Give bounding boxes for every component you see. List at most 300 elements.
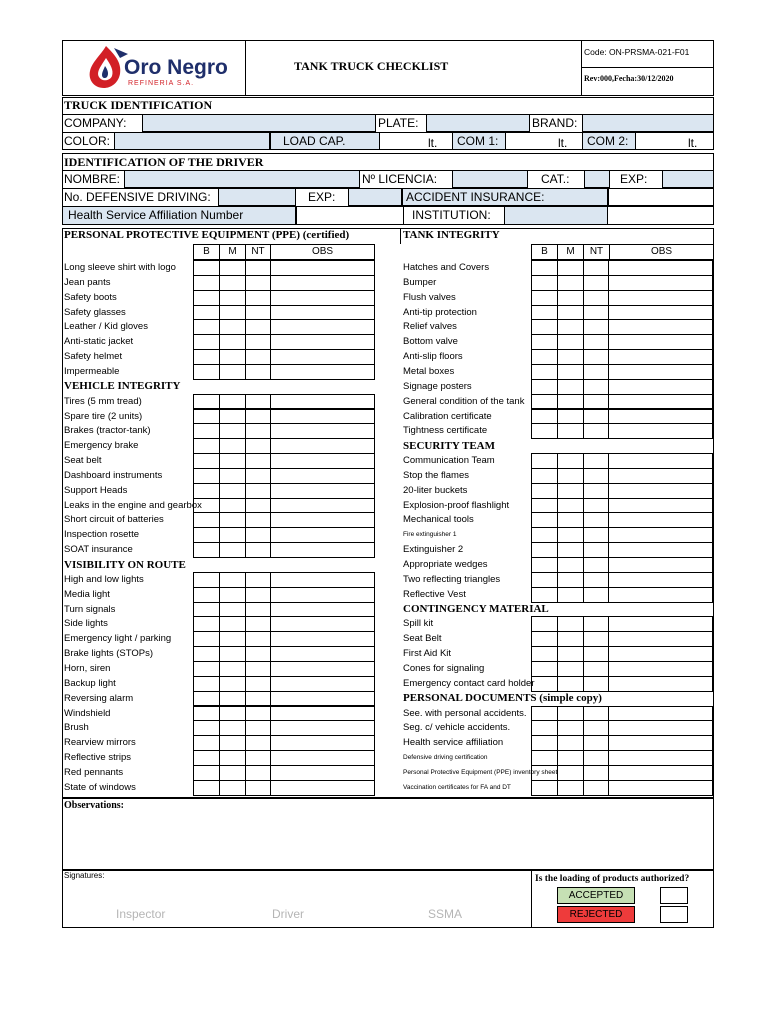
check-cell-nt[interactable] <box>245 483 271 499</box>
check-cell-m[interactable] <box>219 676 246 692</box>
licencia-field[interactable] <box>452 170 528 188</box>
check-cell-b[interactable] <box>531 661 558 677</box>
check-cell-m[interactable] <box>557 720 584 736</box>
check-cell-b[interactable] <box>193 631 220 647</box>
checklist-item-label: SOAT insurance <box>64 544 133 556</box>
rejected-checkbox[interactable] <box>660 906 688 923</box>
check-cell-obs[interactable] <box>608 290 713 306</box>
check-cell-m[interactable] <box>219 290 246 306</box>
check-cell-b[interactable] <box>531 587 558 603</box>
check-cell-nt[interactable] <box>583 275 609 291</box>
check-cell-obs[interactable] <box>270 394 375 410</box>
check-cell-nt[interactable] <box>583 765 609 781</box>
check-cell-m[interactable] <box>219 631 246 647</box>
check-cell-nt[interactable] <box>583 750 609 766</box>
brand-field[interactable] <box>582 114 714 132</box>
brand-label: BRAND: <box>532 116 578 130</box>
check-cell-b[interactable] <box>531 706 558 722</box>
check-cell-m[interactable] <box>557 394 584 410</box>
check-cell-nt[interactable] <box>245 468 271 484</box>
check-cell-obs[interactable] <box>270 602 375 618</box>
check-cell-b[interactable] <box>531 498 558 514</box>
check-cell-m[interactable] <box>557 468 584 484</box>
check-cell-nt[interactable] <box>245 275 271 291</box>
check-cell-obs[interactable] <box>270 661 375 677</box>
check-cell-b[interactable] <box>193 498 220 514</box>
check-cell-b[interactable] <box>193 720 220 736</box>
check-cell-obs[interactable] <box>608 512 713 528</box>
check-cell-obs[interactable] <box>270 527 375 543</box>
check-cell-m[interactable] <box>557 735 584 751</box>
check-cell-m[interactable] <box>219 438 246 454</box>
check-cell-b[interactable] <box>531 542 558 558</box>
left-header-nt: NT <box>245 244 271 260</box>
check-cell-b[interactable] <box>531 423 558 439</box>
check-cell-obs[interactable] <box>608 631 713 647</box>
check-cell-b[interactable] <box>531 557 558 573</box>
check-cell-b[interactable] <box>531 750 558 766</box>
check-cell-obs[interactable] <box>608 334 713 350</box>
check-cell-nt[interactable] <box>583 527 609 543</box>
check-cell-b[interactable] <box>531 646 558 662</box>
check-cell-obs[interactable] <box>608 542 713 558</box>
check-cell-b[interactable] <box>193 438 220 454</box>
check-cell-nt[interactable] <box>245 706 271 722</box>
check-cell-nt[interactable] <box>245 572 271 588</box>
check-cell-b[interactable] <box>531 468 558 484</box>
check-cell-nt[interactable] <box>245 587 271 603</box>
check-cell-b[interactable] <box>531 379 558 395</box>
check-cell-m[interactable] <box>557 423 584 439</box>
check-cell-nt[interactable] <box>583 349 609 365</box>
check-cell-obs[interactable] <box>270 706 375 722</box>
check-cell-m[interactable] <box>557 275 584 291</box>
tank-integrity-title: TANK INTEGRITY <box>403 229 500 241</box>
check-cell-m[interactable] <box>557 453 584 469</box>
check-cell-m[interactable] <box>219 423 246 439</box>
check-cell-obs[interactable] <box>608 765 713 781</box>
check-cell-nt[interactable] <box>583 676 609 692</box>
check-cell-obs[interactable] <box>608 780 713 796</box>
check-cell-obs[interactable] <box>608 305 713 321</box>
check-cell-b[interactable] <box>193 512 220 528</box>
checklist-item-label: Long sleeve shirt with logo <box>64 262 176 273</box>
checklist-item-label: Safety boots <box>64 291 117 303</box>
check-cell-b[interactable] <box>531 349 558 365</box>
check-cell-obs[interactable] <box>270 468 375 484</box>
check-cell-m[interactable] <box>557 334 584 350</box>
institution-label: INSTITUTION: <box>412 208 491 222</box>
check-cell-m[interactable] <box>219 512 246 528</box>
check-cell-nt[interactable] <box>245 305 271 321</box>
check-cell-m[interactable] <box>219 453 246 469</box>
check-cell-obs[interactable] <box>608 646 713 662</box>
check-cell-m[interactable] <box>219 319 246 335</box>
check-cell-obs[interactable] <box>608 394 713 410</box>
check-cell-nt[interactable] <box>583 364 609 380</box>
check-cell-b[interactable] <box>531 735 558 751</box>
check-cell-m[interactable] <box>557 319 584 335</box>
check-cell-obs[interactable] <box>608 676 713 692</box>
check-cell-nt[interactable] <box>583 587 609 603</box>
check-cell-b[interactable] <box>193 483 220 499</box>
check-cell-m[interactable] <box>557 661 584 677</box>
check-cell-b[interactable] <box>193 780 220 796</box>
check-cell-nt[interactable] <box>245 616 271 632</box>
check-cell-b[interactable] <box>531 364 558 380</box>
check-cell-m[interactable] <box>557 646 584 662</box>
check-cell-b[interactable] <box>531 394 558 410</box>
check-cell-m[interactable] <box>557 483 584 499</box>
check-cell-obs[interactable] <box>608 423 713 439</box>
check-cell-m[interactable] <box>219 364 246 380</box>
check-cell-m[interactable] <box>557 260 584 276</box>
check-cell-m[interactable] <box>557 706 584 722</box>
check-cell-obs[interactable] <box>608 735 713 751</box>
check-cell-nt[interactable] <box>583 379 609 395</box>
check-cell-obs[interactable] <box>270 364 375 380</box>
check-cell-obs[interactable] <box>270 676 375 692</box>
check-cell-nt[interactable] <box>583 319 609 335</box>
check-cell-obs[interactable] <box>608 379 713 395</box>
check-cell-nt[interactable] <box>583 305 609 321</box>
check-cell-m[interactable] <box>557 364 584 380</box>
check-cell-nt[interactable] <box>245 409 271 425</box>
check-cell-m[interactable] <box>557 676 584 692</box>
check-cell-obs[interactable] <box>270 691 375 707</box>
check-cell-b[interactable] <box>531 631 558 647</box>
check-cell-obs[interactable] <box>270 319 375 335</box>
check-cell-b[interactable] <box>193 305 220 321</box>
check-cell-nt[interactable] <box>583 260 609 276</box>
check-cell-nt[interactable] <box>245 512 271 528</box>
check-cell-b[interactable] <box>193 572 220 588</box>
check-cell-nt[interactable] <box>245 527 271 543</box>
check-cell-nt[interactable] <box>245 720 271 736</box>
check-cell-nt[interactable] <box>583 616 609 632</box>
check-cell-nt[interactable] <box>245 646 271 662</box>
check-cell-obs[interactable] <box>270 542 375 558</box>
check-cell-m[interactable] <box>557 527 584 543</box>
check-cell-obs[interactable] <box>608 275 713 291</box>
check-cell-obs[interactable] <box>270 275 375 291</box>
check-cell-nt[interactable] <box>245 260 271 276</box>
check-cell-obs[interactable] <box>270 750 375 766</box>
check-cell-m[interactable] <box>557 305 584 321</box>
check-cell-b[interactable] <box>193 290 220 306</box>
check-cell-m[interactable] <box>557 290 584 306</box>
check-cell-b[interactable] <box>193 409 220 425</box>
check-cell-nt[interactable] <box>583 290 609 306</box>
check-cell-obs[interactable] <box>608 616 713 632</box>
check-cell-nt[interactable] <box>583 720 609 736</box>
check-cell-b[interactable] <box>531 616 558 632</box>
health-affiliation-field[interactable] <box>296 206 404 225</box>
check-cell-obs[interactable] <box>270 453 375 469</box>
check-cell-m[interactable] <box>219 587 246 603</box>
check-cell-obs[interactable] <box>608 364 713 380</box>
check-cell-m[interactable] <box>219 780 246 796</box>
nombre-field[interactable] <box>124 170 360 188</box>
check-cell-obs[interactable] <box>270 512 375 528</box>
check-cell-nt[interactable] <box>245 394 271 410</box>
check-cell-obs[interactable] <box>270 720 375 736</box>
check-cell-nt[interactable] <box>583 572 609 588</box>
check-cell-b[interactable] <box>193 765 220 781</box>
check-cell-obs[interactable] <box>270 646 375 662</box>
check-cell-obs[interactable] <box>270 735 375 751</box>
check-cell-obs[interactable] <box>608 409 713 425</box>
check-cell-nt[interactable] <box>245 364 271 380</box>
check-cell-obs[interactable] <box>608 453 713 469</box>
check-cell-m[interactable] <box>557 616 584 632</box>
check-cell-nt[interactable] <box>583 661 609 677</box>
check-cell-nt[interactable] <box>245 631 271 647</box>
check-cell-m[interactable] <box>557 379 584 395</box>
institution-field[interactable] <box>504 206 608 225</box>
signature-inspector[interactable]: Inspector <box>116 907 166 921</box>
check-cell-m[interactable] <box>557 780 584 796</box>
check-cell-obs[interactable] <box>270 349 375 365</box>
check-cell-nt[interactable] <box>583 394 609 410</box>
check-cell-obs[interactable] <box>608 706 713 722</box>
check-cell-b[interactable] <box>193 602 220 618</box>
check-cell-b[interactable] <box>193 468 220 484</box>
check-cell-b[interactable] <box>193 527 220 543</box>
check-cell-m[interactable] <box>219 720 246 736</box>
check-cell-obs[interactable] <box>270 483 375 499</box>
check-cell-obs[interactable] <box>608 587 713 603</box>
exp2-field[interactable] <box>348 188 402 206</box>
check-cell-b[interactable] <box>531 334 558 350</box>
check-cell-m[interactable] <box>219 691 246 707</box>
check-cell-nt[interactable] <box>245 750 271 766</box>
check-cell-b[interactable] <box>531 765 558 781</box>
check-cell-m[interactable] <box>219 275 246 291</box>
check-cell-b[interactable] <box>193 661 220 677</box>
check-cell-nt[interactable] <box>583 646 609 662</box>
check-cell-b[interactable] <box>193 750 220 766</box>
check-cell-m[interactable] <box>557 542 584 558</box>
plate-field[interactable] <box>426 114 530 132</box>
check-cell-b[interactable] <box>531 572 558 588</box>
check-cell-b[interactable] <box>531 720 558 736</box>
check-cell-m[interactable] <box>219 334 246 350</box>
check-cell-obs[interactable] <box>270 780 375 796</box>
check-cell-nt[interactable] <box>583 512 609 528</box>
checklist-item-label: Support Heads <box>64 484 128 496</box>
check-cell-b[interactable] <box>531 319 558 335</box>
check-cell-b[interactable] <box>193 260 220 276</box>
checklist-item-label: Rearview mirrors <box>64 737 136 749</box>
check-cell-nt[interactable] <box>245 349 271 365</box>
check-cell-obs[interactable] <box>608 468 713 484</box>
check-cell-nt[interactable] <box>245 542 271 558</box>
check-cell-b[interactable] <box>193 676 220 692</box>
check-cell-b[interactable] <box>531 453 558 469</box>
color-field[interactable] <box>114 132 270 150</box>
check-cell-b[interactable] <box>531 275 558 291</box>
check-cell-m[interactable] <box>219 750 246 766</box>
check-cell-m[interactable] <box>219 616 246 632</box>
check-cell-m[interactable] <box>219 661 246 677</box>
check-cell-m[interactable] <box>219 260 246 276</box>
signature-ssma[interactable]: SSMA <box>428 907 463 921</box>
check-cell-m[interactable] <box>557 765 584 781</box>
check-cell-obs[interactable] <box>270 423 375 439</box>
check-cell-b[interactable] <box>193 334 220 350</box>
check-cell-nt[interactable] <box>583 468 609 484</box>
check-cell-obs[interactable] <box>608 483 713 499</box>
check-cell-b[interactable] <box>193 319 220 335</box>
check-cell-m[interactable] <box>557 587 584 603</box>
check-cell-obs[interactable] <box>270 587 375 603</box>
check-cell-m[interactable] <box>557 409 584 425</box>
check-cell-m[interactable] <box>219 394 246 410</box>
check-cell-b[interactable] <box>531 676 558 692</box>
check-cell-obs[interactable] <box>608 750 713 766</box>
check-cell-m[interactable] <box>219 349 246 365</box>
check-cell-nt[interactable] <box>245 453 271 469</box>
check-cell-obs[interactable] <box>270 631 375 647</box>
observations-label: Observations: <box>64 800 124 811</box>
check-cell-b[interactable] <box>531 527 558 543</box>
check-cell-obs[interactable] <box>270 616 375 632</box>
check-cell-nt[interactable] <box>245 602 271 618</box>
check-cell-m[interactable] <box>219 602 246 618</box>
check-cell-b[interactable] <box>531 512 558 528</box>
check-cell-b[interactable] <box>531 260 558 276</box>
check-cell-nt[interactable] <box>245 691 271 707</box>
check-cell-b[interactable] <box>193 691 220 707</box>
check-cell-m[interactable] <box>219 468 246 484</box>
check-cell-nt[interactable] <box>245 334 271 350</box>
check-cell-nt[interactable] <box>245 676 271 692</box>
check-cell-obs[interactable] <box>608 319 713 335</box>
check-cell-nt[interactable] <box>245 765 271 781</box>
check-cell-obs[interactable] <box>608 661 713 677</box>
check-cell-m[interactable] <box>557 572 584 588</box>
check-cell-obs[interactable] <box>270 260 375 276</box>
check-cell-b[interactable] <box>193 646 220 662</box>
check-cell-m[interactable] <box>219 483 246 499</box>
check-cell-nt[interactable] <box>583 631 609 647</box>
check-cell-nt[interactable] <box>245 735 271 751</box>
check-cell-nt[interactable] <box>245 661 271 677</box>
accident-insurance-field[interactable] <box>608 188 714 206</box>
check-cell-nt[interactable] <box>245 498 271 514</box>
check-cell-b[interactable] <box>193 423 220 439</box>
check-cell-m[interactable] <box>219 572 246 588</box>
check-cell-m[interactable] <box>219 527 246 543</box>
checklist-item-label: Turn signals <box>64 603 116 615</box>
check-cell-nt[interactable] <box>583 498 609 514</box>
check-cell-m[interactable] <box>557 498 584 514</box>
check-cell-b[interactable] <box>193 349 220 365</box>
check-cell-m[interactable] <box>219 735 246 751</box>
check-cell-m[interactable] <box>219 409 246 425</box>
check-cell-m[interactable] <box>557 349 584 365</box>
checklist-item-label: Anti-static jacket <box>64 336 134 348</box>
check-cell-obs[interactable] <box>270 765 375 781</box>
check-cell-nt[interactable] <box>583 334 609 350</box>
check-cell-nt[interactable] <box>583 557 609 573</box>
check-cell-m[interactable] <box>219 498 246 514</box>
check-cell-nt[interactable] <box>583 706 609 722</box>
check-cell-m[interactable] <box>219 646 246 662</box>
check-cell-obs[interactable] <box>608 260 713 276</box>
check-cell-obs[interactable] <box>608 349 713 365</box>
check-cell-obs[interactable] <box>270 438 375 454</box>
check-cell-m[interactable] <box>557 512 584 528</box>
check-cell-m[interactable] <box>219 706 246 722</box>
check-cell-b[interactable] <box>531 290 558 306</box>
check-cell-obs[interactable] <box>608 557 713 573</box>
check-cell-b[interactable] <box>531 483 558 499</box>
check-cell-obs[interactable] <box>270 572 375 588</box>
check-cell-nt[interactable] <box>245 780 271 796</box>
defensive-driving-field[interactable] <box>218 188 296 206</box>
vehicle-integrity-title: VEHICLE INTEGRITY <box>64 380 181 393</box>
check-cell-b[interactable] <box>193 616 220 632</box>
check-cell-nt[interactable] <box>583 409 609 425</box>
check-cell-m[interactable] <box>219 765 246 781</box>
check-cell-nt[interactable] <box>583 780 609 796</box>
check-cell-b[interactable] <box>531 780 558 796</box>
accepted-checkbox[interactable] <box>660 887 688 904</box>
check-cell-b[interactable] <box>193 275 220 291</box>
check-cell-b[interactable] <box>531 409 558 425</box>
check-cell-obs[interactable] <box>608 498 713 514</box>
check-cell-nt[interactable] <box>583 542 609 558</box>
exp-field[interactable] <box>662 170 714 188</box>
check-cell-m[interactable] <box>557 750 584 766</box>
check-cell-nt[interactable] <box>583 483 609 499</box>
check-cell-b[interactable] <box>193 364 220 380</box>
check-cell-obs[interactable] <box>270 409 375 425</box>
check-cell-obs[interactable] <box>270 305 375 321</box>
check-cell-obs[interactable] <box>270 498 375 514</box>
check-cell-b[interactable] <box>193 587 220 603</box>
check-cell-m[interactable] <box>557 557 584 573</box>
cat-field[interactable] <box>584 170 610 188</box>
check-cell-m[interactable] <box>219 542 246 558</box>
check-cell-b[interactable] <box>193 706 220 722</box>
check-cell-obs[interactable] <box>608 720 713 736</box>
check-cell-obs[interactable] <box>270 334 375 350</box>
check-cell-nt[interactable] <box>583 735 609 751</box>
check-cell-b[interactable] <box>193 394 220 410</box>
check-cell-b[interactable] <box>193 453 220 469</box>
check-cell-b[interactable] <box>531 305 558 321</box>
check-cell-m[interactable] <box>557 631 584 647</box>
check-cell-nt[interactable] <box>245 438 271 454</box>
company-field[interactable] <box>142 114 376 132</box>
check-cell-m[interactable] <box>219 305 246 321</box>
check-cell-nt[interactable] <box>583 453 609 469</box>
check-cell-b[interactable] <box>193 735 220 751</box>
checklist-item-label: Fire extinguisher 1 <box>403 531 457 539</box>
check-cell-nt[interactable] <box>245 423 271 439</box>
check-cell-b[interactable] <box>193 542 220 558</box>
check-cell-nt[interactable] <box>245 319 271 335</box>
signature-driver[interactable]: Driver <box>272 907 304 921</box>
check-cell-nt[interactable] <box>583 423 609 439</box>
check-cell-obs[interactable] <box>608 572 713 588</box>
check-cell-nt[interactable] <box>245 290 271 306</box>
check-cell-obs[interactable] <box>270 290 375 306</box>
check-cell-obs[interactable] <box>608 527 713 543</box>
